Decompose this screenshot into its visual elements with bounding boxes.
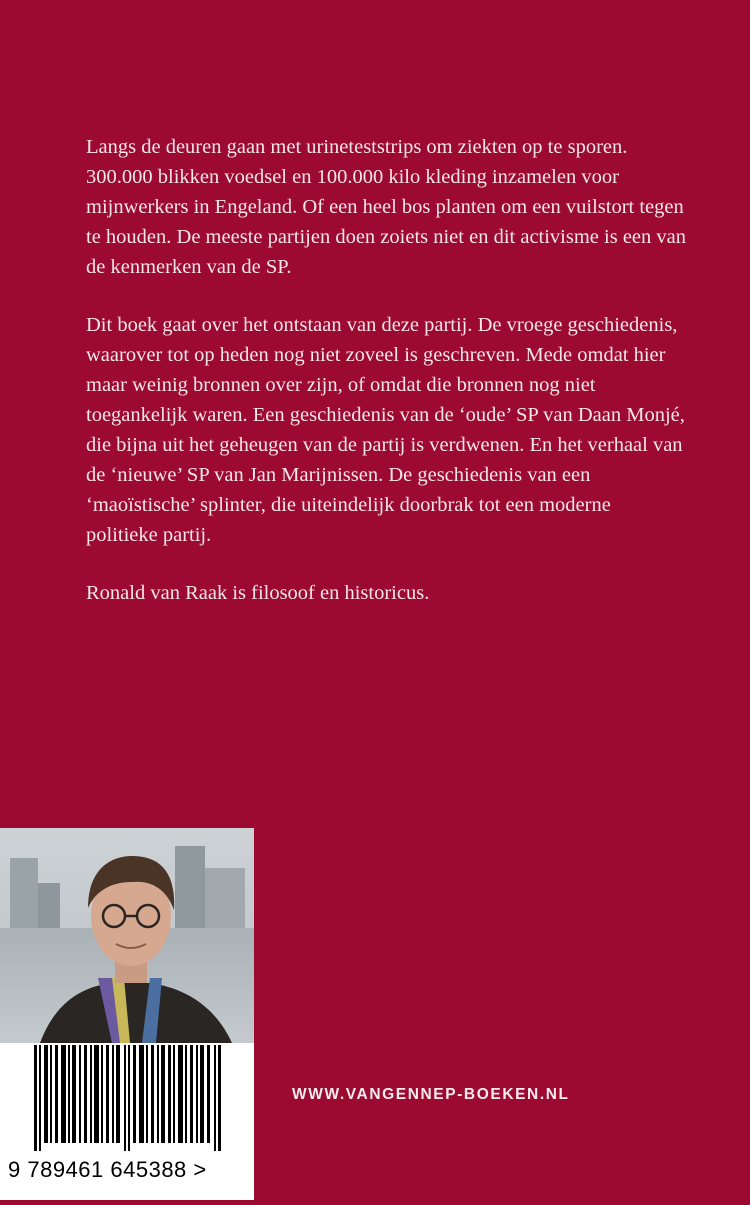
author-photo-illustration: [0, 828, 254, 1043]
author-bio: Ronald van Raak is filosoof en historicus.: [86, 582, 430, 604]
blurb-paragraph-2: Dit boek gaat over het ontstaan van deze partij. De vroege geschiedenis, waarover tot op heden nog niet zoveel is geschreven. Mede omdat hier maar weinig bronnen over zijn, of omdat die bronnen nog niet toegankelijk waren. Een geschiedenis van de ‘oude’ SP van Daan Monjé, die bijna uit het geheugen van de partij is verdwenen. En het verhaal van de ‘nieuwe’ SP van Jan Marijnissen. De geschiedenis van een ‘maoïstische’ splinter, die uiteindelijk doorbrak tot een moderne politieke partij.: [86, 314, 685, 546]
blurb-text: [86, 132, 686, 636]
isbn-digits: 9 789461 645388 >: [8, 1157, 207, 1182]
blurb-paragraph-1: Langs de deuren gaan met urineteststrips om ziekten op te sporen. 300.000 blikken voedsel en 100.000 kilo kleding inzamelen voor mijnwerkers in Engeland. Of een heel bos planten om een vuilstort tegen te houden. De meeste partijen doen zoiets niet en dit activisme is een van de kenmerken van de SP.: [86, 136, 686, 278]
publisher-website[interactable]: WWW.VANGENNEP-BOEKEN.NL: [292, 1086, 570, 1103]
author-photo: [0, 828, 254, 1043]
